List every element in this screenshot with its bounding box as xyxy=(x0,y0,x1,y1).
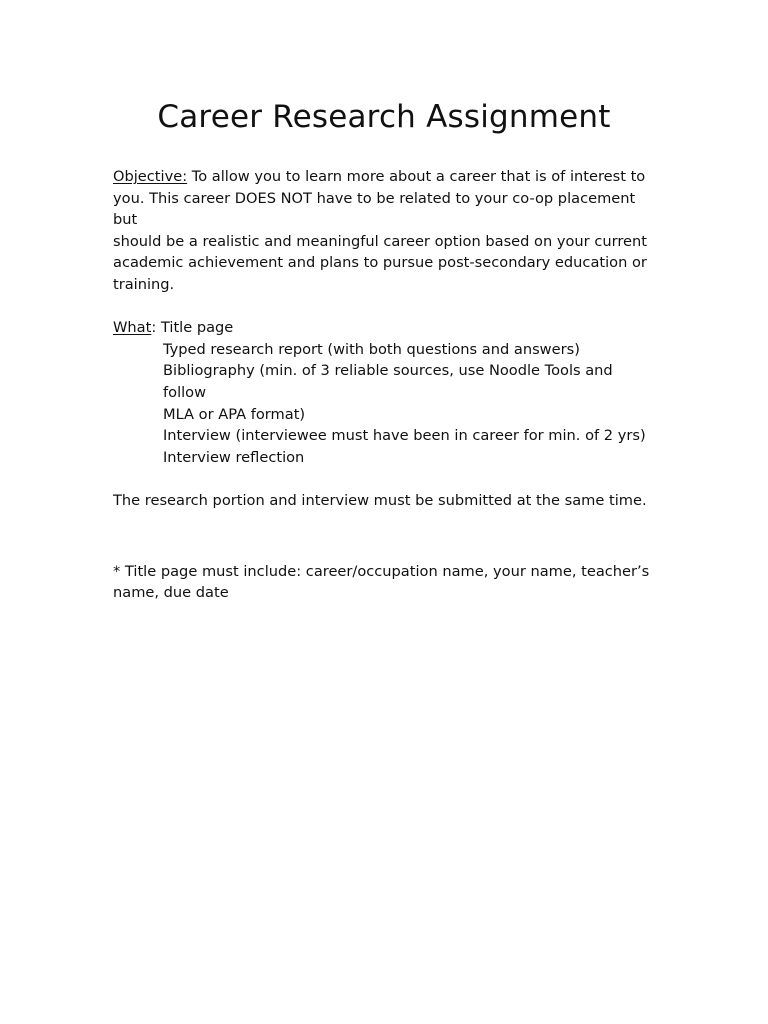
spacer xyxy=(113,468,658,490)
spacer xyxy=(113,512,658,561)
objective-label: Objective: xyxy=(113,168,188,185)
title-page-note-line-1: * Title page must include: career/occupation name, your name, teacher’s xyxy=(113,562,650,580)
what-item-research-report: Typed research report (with both questions and answers) xyxy=(163,340,580,358)
title-page-note-line-2: name, due date xyxy=(113,584,229,602)
what-item-bibliography xyxy=(113,360,658,425)
document-body xyxy=(113,166,658,604)
page-title: Career Research Assignment xyxy=(157,99,611,135)
title-page-note xyxy=(113,561,658,604)
objective-line-2: you. This career DOES NOT have to be related to your co-op placement but xyxy=(113,189,636,229)
objective-line-3: should be a realistic and meaningful career option based on your current xyxy=(113,232,647,250)
what-label: What xyxy=(113,319,152,337)
objective-line-5: training. xyxy=(113,275,175,293)
what-item-interview: Interview (interviewee must have been in career for min. of 2 yrs) xyxy=(163,427,646,445)
what-item-title-page xyxy=(113,317,658,339)
what-item-label: Title page xyxy=(160,319,234,337)
what-item-bibliography-line-2: MLA or APA format) xyxy=(163,405,306,423)
what-item-interview-reflection: Interview reflection xyxy=(163,448,305,466)
spacer xyxy=(113,296,658,318)
what-separator: : xyxy=(151,319,161,337)
objective-line-1: To allow you to learn more about a career that is of interest to xyxy=(187,168,646,185)
what-list xyxy=(113,317,658,468)
objective-paragraph xyxy=(113,166,658,296)
submission-note: The research portion and interview must be submitted at the same time. xyxy=(113,491,647,509)
objective-line-4: academic achievement and plans to pursue post-secondary education or xyxy=(113,254,647,272)
what-item-bibliography-line-1: Bibliography (min. of 3 reliable sources, use Noodle Tools and follow xyxy=(163,362,613,401)
